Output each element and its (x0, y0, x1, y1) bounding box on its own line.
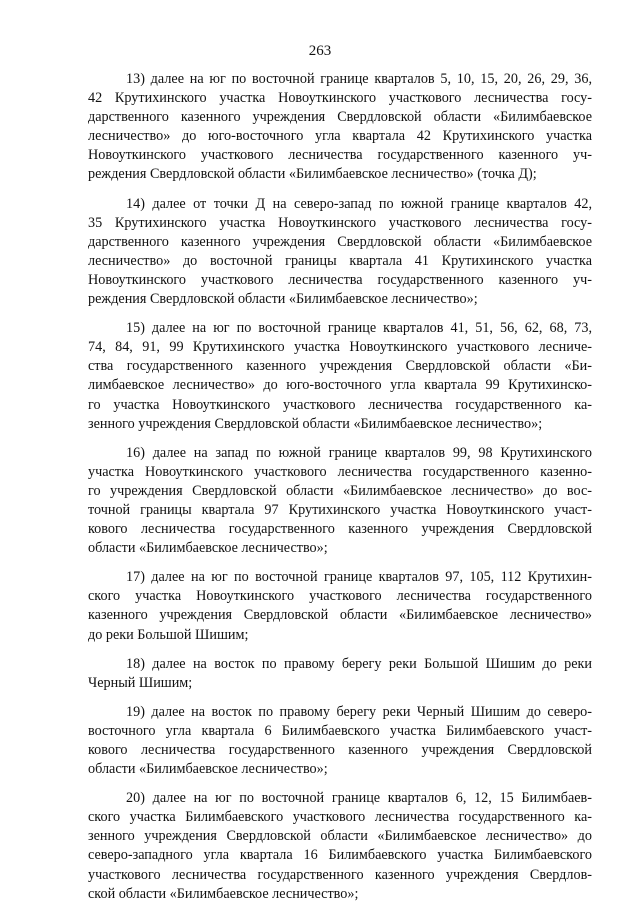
paragraph-line: ского участка Билимбаевского участкового лесничества государственного ка- (88, 809, 592, 826)
paragraph-item (88, 789, 592, 904)
paragraph-line: лесничество» до юго-восточного угла квартала 42 Крутихинского участка (88, 128, 592, 145)
paragraph-line: ства государственного казенного учреждения Свердловской области «Би- (88, 358, 592, 375)
paragraph-item (88, 444, 592, 559)
paragraph-line: го учреждения Свердловской области «Билимбаевское лесничество» до вос- (88, 482, 592, 499)
paragraph-line: 13) далее на юг по восточной границе кварталов 5, 10, 15, 20, 26, 29, 36, (126, 71, 592, 87)
paragraph-line: лимбаевское лесничество» до юго-восточного угла квартала 99 Крутихинско- (88, 377, 592, 394)
paragraph-line: 18) далее на восток по правому берегу реки Большой Шишим до реки (126, 655, 592, 672)
paragraph-line: кового лесничества государственного казенного учреждения Свердловской (88, 742, 592, 758)
paragraph-line: восточного угла квартала 6 Билимбаевского участка Билимбаевского участ- (88, 722, 592, 739)
paragraph-line: Новоуткинского участкового лесничества государственного казенного уч- (88, 147, 592, 164)
paragraph-item (88, 568, 592, 644)
paragraph-line: 20) далее на юг по восточной границе кварталов 6, 12, 15 Билимбаев- (126, 790, 592, 807)
paragraph-line: го участка Новоуткинского участкового лесничества государственного ка- (88, 396, 592, 413)
paragraph-line: Новоуткинского участкового лесничества государственного казенного уч- (88, 271, 592, 288)
paragraph-line: участка Новоуткинского участкового лесничества государственного казенно- (88, 463, 592, 480)
paragraph-line: реждения Свердловской области «Билимбаевское лесничество»; (88, 291, 478, 308)
paragraph-line: 74, 84, 91, 99 Крутихинского участка Новоуткинского участкового лесниче- (88, 339, 592, 356)
paragraph-item (88, 319, 592, 434)
document-body (88, 70, 592, 914)
paragraph-line: зенного учреждения Свердловской области «Билимбаевское лесничество»; (88, 415, 543, 432)
paragraph-line: до реки Большой Шишим; (88, 626, 249, 643)
paragraph-item (88, 703, 592, 779)
paragraph-line: северо-западного угла квартала 16 Билимбаевского участка Билимбаевского (88, 847, 592, 864)
paragraph-line: Черный Шишим; (88, 674, 193, 691)
paragraph-line: лесничество» до восточной границы квартала 41 Крутихинского участка (88, 252, 592, 269)
paragraph-line: казенного учреждения Свердловской области «Билимбаевское лесничество» (88, 607, 592, 624)
paragraph-line: области «Билимбаевское лесничество»; (88, 761, 328, 778)
paragraph-line: кового лесничества государственного казенного учреждения Свердловской (88, 521, 592, 538)
paragraph-line: точной границы квартала 97 Крутихинского участка Новоуткинского участ- (88, 501, 592, 518)
paragraph-item (88, 655, 592, 693)
paragraph-item (88, 70, 592, 185)
paragraph-line: дарственного казенного учреждения Свердловской области «Билимбаевское (88, 233, 592, 250)
paragraph-line: ского участка Новоуткинского участкового лесничества государственного (88, 588, 592, 605)
paragraph-item (88, 195, 592, 310)
paragraph-line: реждения Свердловской области «Билимбаевское лесничество» (точка Д); (88, 166, 537, 183)
paragraph-line: 42 Крутихинского участка Новоуткинского участкового лесничества госу- (88, 90, 592, 107)
paragraph-line: участкового лесничества государственного казенного учреждения Свердлов- (88, 866, 592, 883)
paragraph-line: 19) далее на восток по правому берегу реки Черный Шишим до северо- (126, 703, 592, 720)
paragraph-line: 14) далее от точки Д на северо-запад по южной границе кварталов 42, (126, 195, 592, 212)
paragraph-line: дарственного казенного учреждения Свердловской области «Билимбаевское (88, 109, 592, 126)
paragraph-line: 15) далее на юг по восточной границе кварталов 41, 51, 56, 62, 68, 73, (126, 320, 592, 337)
paragraph-line: 17) далее на юг по восточной границе кварталов 97, 105, 112 Крутихин- (126, 569, 592, 586)
paragraph-line: 35 Крутихинского участка Новоуткинского участкового лесничества госу- (88, 214, 592, 231)
paragraph-line: 16) далее на запад по южной границе кварталов 99, 98 Крутихинского (126, 444, 592, 461)
paragraph-line: области «Билимбаевское лесничество»; (88, 540, 328, 557)
page-number: 263 (308, 43, 332, 59)
paragraph-line: зенного учреждения Свердловской области «Билимбаевское лесничество» до (88, 828, 592, 845)
paragraph-line: ской области «Билимбаевское лесничество»; (88, 885, 359, 902)
